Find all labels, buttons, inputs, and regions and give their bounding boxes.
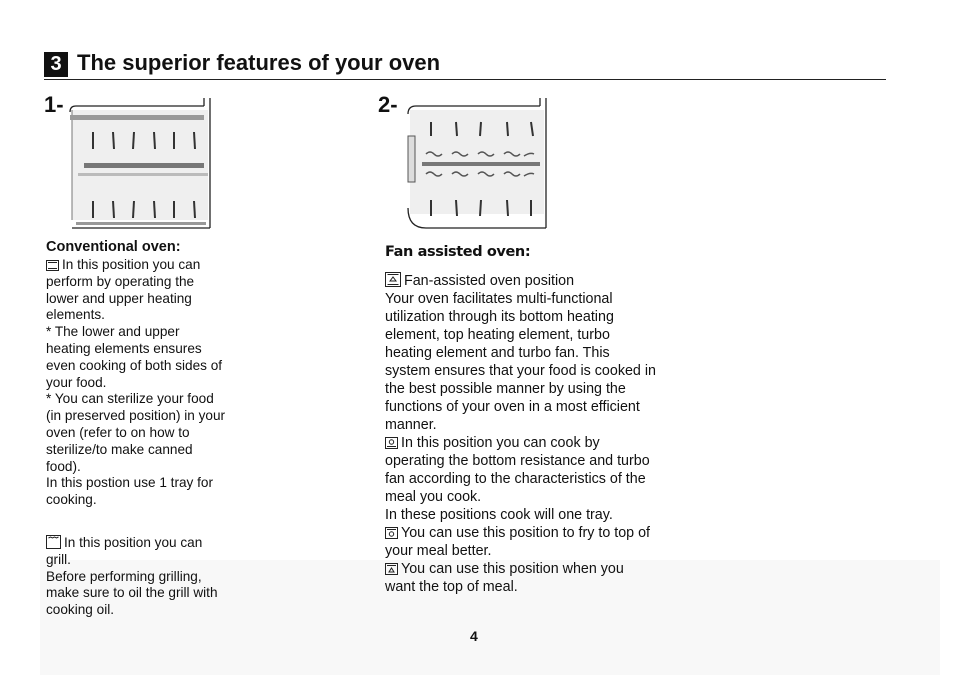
page-title: The superior features of your oven bbox=[77, 50, 441, 75]
page-number: 4 bbox=[470, 628, 478, 644]
fan-paragraph: In this position you can cook by operating the bottom resistance and turbo fan according to the characteristics of the meal you cook. bbox=[385, 435, 650, 505]
bottom-heat-fan-icon bbox=[385, 437, 398, 449]
fan-paragraph: You can use this position to fry to top of your meal better. bbox=[385, 525, 651, 559]
section-header bbox=[44, 49, 886, 80]
top-heat-icon bbox=[385, 563, 398, 575]
top-bottom-heat-icon bbox=[46, 260, 59, 271]
fan-assisted-oven-section bbox=[385, 243, 657, 596]
conventional-paragraph: In this postion use 1 tray for cooking. bbox=[46, 475, 213, 508]
fan-assisted-oven-heading: Fan assisted oven: bbox=[385, 244, 531, 260]
figure-2-number: 2- bbox=[378, 92, 398, 117]
top-heat-fan-icon bbox=[385, 527, 398, 539]
grill-icon bbox=[46, 535, 61, 549]
fan-assisted-icon bbox=[385, 272, 401, 287]
section-number-badge: 3 bbox=[44, 52, 68, 77]
conventional-paragraph: In this position you can perform by operating the lower and upper heating elements. bbox=[46, 257, 201, 323]
conventional-paragraph: * The lower and upper heating elements ensures even cooking of both sides of your food. bbox=[46, 324, 223, 390]
fan-position-label: Fan-assisted oven position bbox=[385, 272, 657, 290]
conventional-paragraph: * You can sterilize your food (in preserved position) in your oven (refer to on how to sterilize/to make canned food). bbox=[46, 391, 226, 474]
fan-assisted-oven-diagram bbox=[400, 96, 552, 230]
fan-paragraph: Your oven facilitates multi-functional utilization through its bottom heating element, top heating element, turbo heating element and turbo fan. This system ensures that your food is cooked in the best possible manner by using the functions of your oven in a most efficient manner. bbox=[385, 291, 656, 433]
grill-paragraph: Before performing grilling, make sure to oil the grill with cooking oil. bbox=[46, 568, 218, 618]
fan-paragraph: You can use this position when you want the top of meal. bbox=[385, 561, 624, 595]
conventional-oven-diagram bbox=[64, 96, 216, 230]
conventional-oven-section bbox=[46, 238, 226, 619]
grill-paragraph: In this position you can grill. bbox=[46, 534, 203, 567]
figure-1-number: 1- bbox=[44, 92, 64, 117]
fan-paragraph: In these positions cook will one tray. bbox=[385, 507, 613, 523]
conventional-oven-heading: Conventional oven: bbox=[46, 239, 181, 255]
